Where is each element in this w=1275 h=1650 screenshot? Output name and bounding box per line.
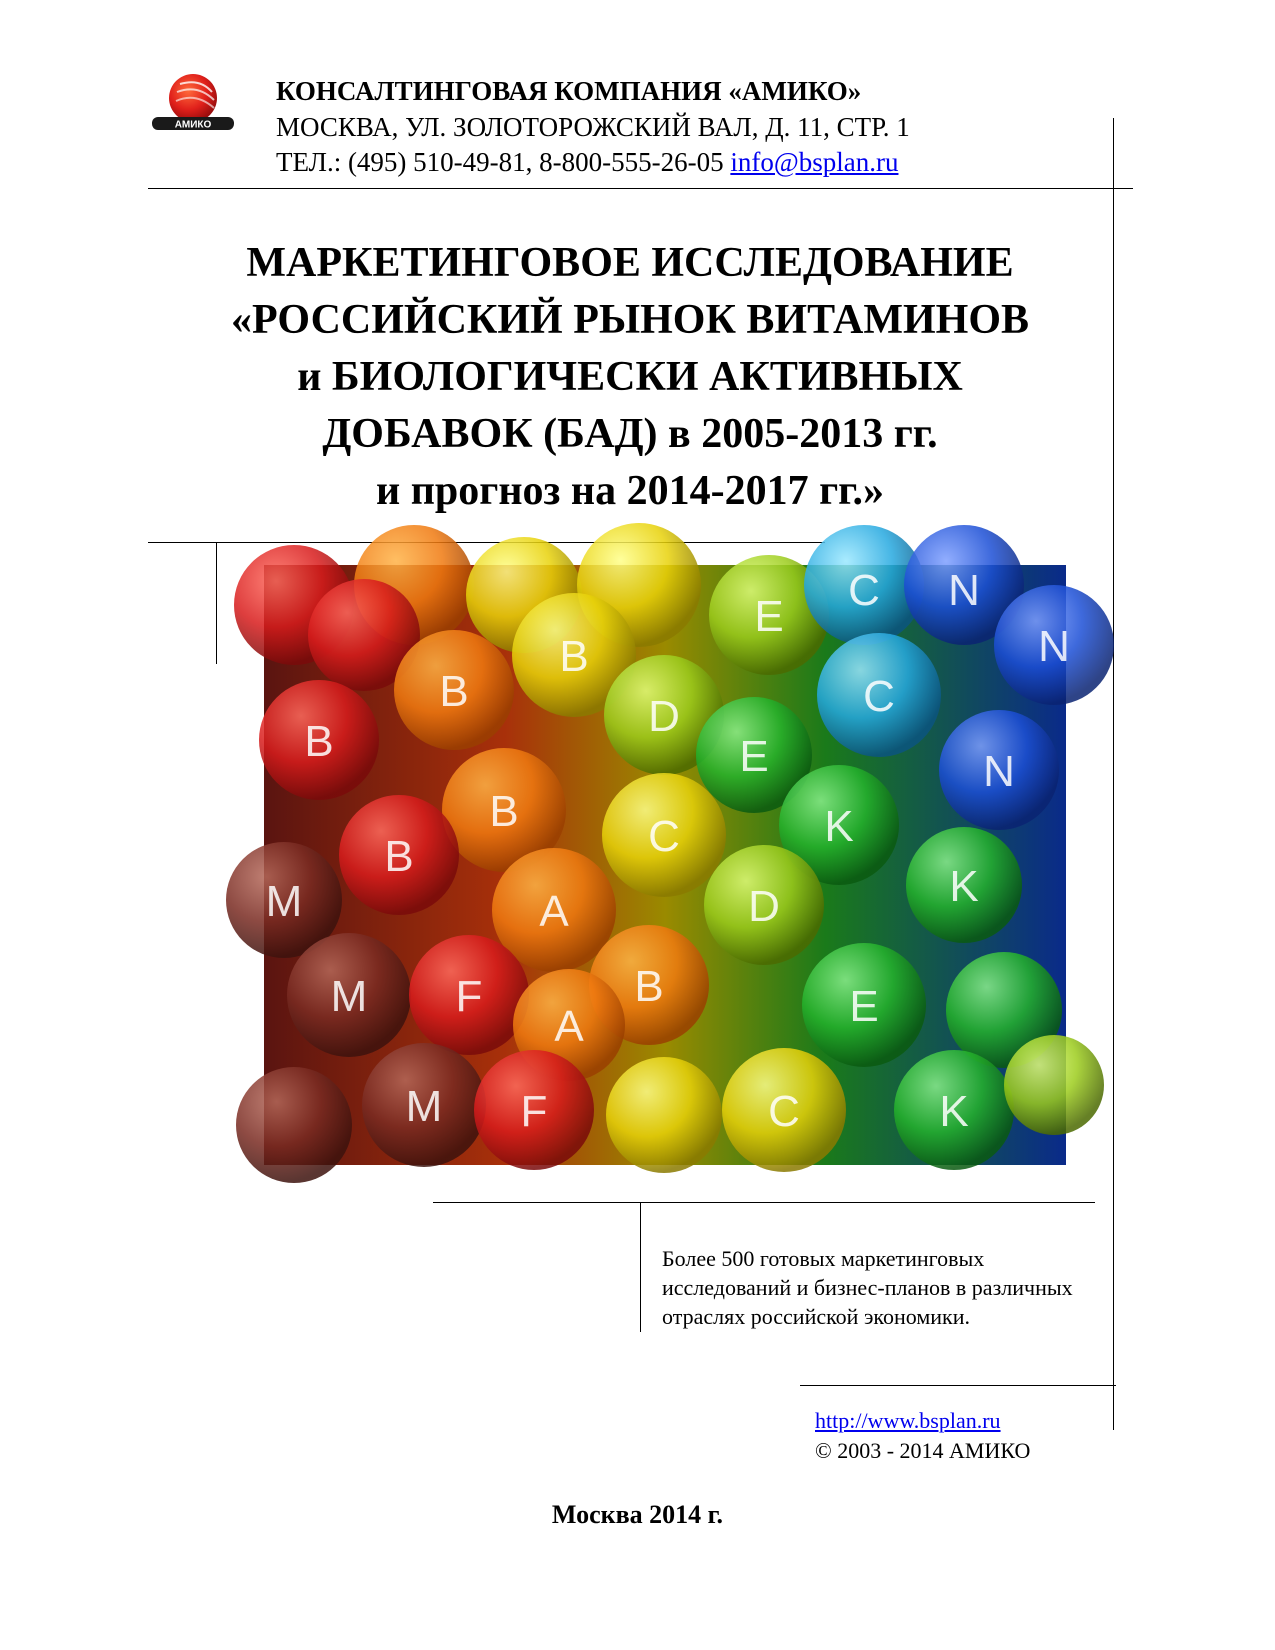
svg-text:C: C [848, 566, 880, 615]
svg-text:N: N [983, 747, 1015, 796]
website-link[interactable]: http://www.bsplan.ru [815, 1408, 1001, 1433]
footer-divider [800, 1385, 1116, 1386]
svg-text:E: E [739, 732, 769, 781]
svg-text:N: N [948, 566, 980, 615]
left-frame-line [216, 542, 217, 664]
footer-block [815, 1406, 1030, 1466]
company-address: МОСКВА, УЛ. ЗОЛОТОРОЖСКИЙ ВАЛ, Д. 11, СТР. 1 [276, 112, 910, 142]
svg-text:F: F [520, 1087, 548, 1136]
copyright: © 2003 - 2014 АМИКО [815, 1438, 1031, 1463]
svg-text:M: M [330, 972, 368, 1021]
title-line: и прогноз на 2014-2017 гг.» [376, 468, 884, 514]
svg-text:B: B [559, 632, 589, 681]
logo-text: АМИКО [174, 119, 212, 131]
phone-numbers: ТЕЛ.: (495) 510-49-81, 8-800-555-26-05 [276, 147, 724, 177]
svg-text:B: B [439, 667, 469, 716]
header-divider [148, 188, 1133, 189]
report-title [140, 235, 1120, 520]
svg-text:B: B [634, 962, 664, 1011]
svg-text:K: K [939, 1087, 969, 1136]
svg-text:M: M [265, 877, 303, 926]
svg-text:K: K [824, 802, 854, 851]
vitamin-balls-image [264, 565, 1070, 1165]
svg-text:A: A [554, 1002, 584, 1051]
svg-text:B: B [384, 832, 414, 881]
promo-frame-line [640, 1202, 641, 1332]
svg-text:C: C [648, 812, 680, 861]
svg-text:M: M [405, 1082, 443, 1131]
title-line: и БИОЛОГИЧЕСКИ АКТИВНЫХ [297, 354, 963, 400]
company-contacts [276, 147, 898, 177]
svg-text:A: A [539, 887, 569, 936]
svg-text:K: K [949, 862, 979, 911]
company-name: КОНСАЛТИНГОВАЯ КОМПАНИЯ «АМИКО» [276, 76, 862, 106]
svg-text:F: F [455, 972, 483, 1021]
title-line: МАРКЕТИНГОВОЕ ИССЛЕДОВАНИЕ [246, 240, 1014, 286]
amiko-logo [150, 70, 236, 140]
email-link[interactable]: info@bsplan.ru [730, 147, 899, 177]
svg-text:C: C [863, 672, 895, 721]
svg-text:D: D [648, 692, 680, 741]
svg-text:N: N [1038, 622, 1070, 671]
svg-text:E: E [849, 982, 879, 1031]
title-divider [148, 542, 825, 543]
svg-text:C: C [768, 1087, 800, 1136]
svg-text:D: D [748, 882, 780, 931]
svg-text:E: E [754, 592, 784, 641]
svg-text:B: B [489, 787, 519, 836]
city-year: Москва 2014 г. [551, 1500, 724, 1529]
photo-divider [433, 1202, 1095, 1203]
title-line: ДОБАВОК (БАД) в 2005-2013 гг. [322, 411, 938, 457]
svg-text:B: B [304, 717, 334, 766]
promo-text: Более 500 готовых маркетинговых исследований и бизнес-планов в различных отраслях российской экономики. [662, 1246, 1073, 1329]
title-line: «РОССИЙСКИЙ РЫНОК ВИТАМИНОВ [231, 297, 1029, 343]
